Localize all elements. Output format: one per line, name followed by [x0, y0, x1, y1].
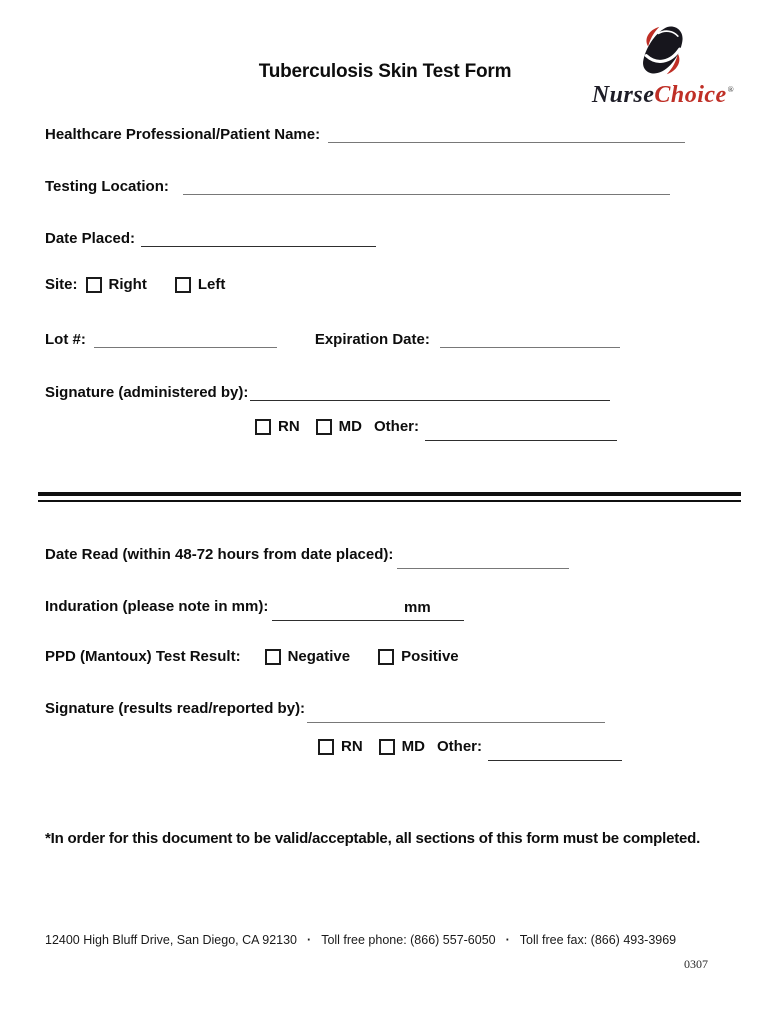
logo-wordmark — [588, 78, 738, 107]
credentials-row-1 — [45, 418, 740, 435]
footer-fax: Toll free fax: (866) 493-3969 — [519, 933, 677, 947]
date-placed-label: Date Placed: — [45, 230, 136, 247]
date-read-label: Date Read (within 48-72 hours from date placed): — [45, 546, 394, 563]
site-left-label: Left — [197, 276, 226, 293]
name-field-line[interactable] — [328, 126, 685, 143]
signature-read-label: Signature (results read/reported by): — [45, 700, 306, 717]
site-row — [45, 276, 740, 293]
date-placed-row — [45, 230, 740, 247]
induration-field-line[interactable] — [272, 604, 464, 621]
footer-address: 12400 High Bluff Drive, San Diego, CA 92130 — [45, 933, 298, 947]
expiration-field-line[interactable] — [440, 331, 620, 348]
induration-row — [45, 598, 740, 615]
induration-label: Induration (please note in mm): — [45, 598, 269, 615]
section-divider-thin — [38, 500, 741, 502]
lot-field-line[interactable] — [94, 331, 277, 348]
footer-separator-2: · — [505, 933, 510, 947]
page-title: Tuberculosis Skin Test Form — [258, 61, 512, 82]
nursechoice-logo — [588, 25, 738, 107]
other-label-1: Other: — [374, 418, 419, 435]
positive-option — [378, 648, 459, 665]
positive-label: Positive — [401, 648, 459, 665]
logo-word-choice: Choice — [654, 82, 727, 108]
ppd-result-label: PPD (Mantoux) Test Result: — [45, 648, 241, 665]
negative-label: Negative — [287, 648, 351, 665]
logo-word-nurse: Nurse — [591, 82, 655, 108]
validity-footnote: *In order for this document to be valid/acceptable, all sections of this form must be completed. — [45, 830, 701, 847]
rn-label-2: RN — [341, 738, 363, 755]
md-option-1 — [316, 418, 362, 435]
negative-checkbox[interactable] — [265, 649, 281, 665]
signature-read-field-line[interactable] — [307, 706, 605, 723]
other-field-line-2[interactable] — [488, 744, 622, 761]
name-row — [45, 126, 740, 143]
ppd-result-row — [45, 648, 740, 665]
other-field-line-1[interactable] — [425, 424, 617, 441]
other-label-2: Other: — [437, 738, 482, 755]
date-placed-field-line[interactable] — [141, 230, 376, 247]
footer-separator-1: · — [307, 933, 312, 947]
site-left-checkbox[interactable] — [175, 277, 191, 293]
credentials-row-2 — [45, 738, 740, 755]
form-code: 0307 — [684, 957, 708, 971]
site-label: Site: — [45, 276, 78, 293]
rn-option-1 — [255, 418, 300, 435]
signature-read-row — [45, 700, 740, 717]
footer-phone: Toll free phone: (866) 557-6050 — [321, 933, 496, 947]
md-label-2: MD — [401, 738, 425, 755]
rn-option-2 — [318, 738, 363, 755]
md-label-1: MD — [338, 418, 362, 435]
positive-checkbox[interactable] — [378, 649, 394, 665]
expiration-label: Expiration Date: — [314, 331, 430, 348]
signature-administered-field-line[interactable] — [250, 384, 610, 401]
md-checkbox-1[interactable] — [316, 419, 332, 435]
rn-label-1: RN — [278, 418, 300, 435]
lot-expiration-row — [45, 331, 740, 348]
lot-label: Lot #: — [45, 331, 86, 348]
site-right-label: Right — [108, 276, 147, 293]
site-right-checkbox[interactable] — [86, 277, 102, 293]
location-row — [45, 178, 740, 195]
rn-checkbox-2[interactable] — [318, 739, 334, 755]
bird-icon — [635, 25, 691, 77]
rn-checkbox-1[interactable] — [255, 419, 271, 435]
site-left-option — [175, 276, 226, 293]
site-right-option — [86, 276, 147, 293]
negative-option — [265, 648, 351, 665]
location-field-line[interactable] — [183, 178, 670, 195]
signature-administered-label: Signature (administered by): — [45, 384, 249, 401]
md-option-2 — [379, 738, 425, 755]
date-read-row — [45, 546, 740, 563]
location-label: Testing Location: — [45, 178, 169, 195]
name-label: Healthcare Professional/Patient Name: — [45, 126, 321, 143]
md-checkbox-2[interactable] — [379, 739, 395, 755]
induration-unit-label: mm — [404, 599, 431, 616]
registered-mark: ® — [727, 85, 735, 94]
signature-administered-row — [45, 384, 740, 401]
footer-contact-line — [45, 933, 676, 947]
date-read-field-line[interactable] — [397, 552, 569, 569]
section-divider-thick — [38, 492, 741, 496]
